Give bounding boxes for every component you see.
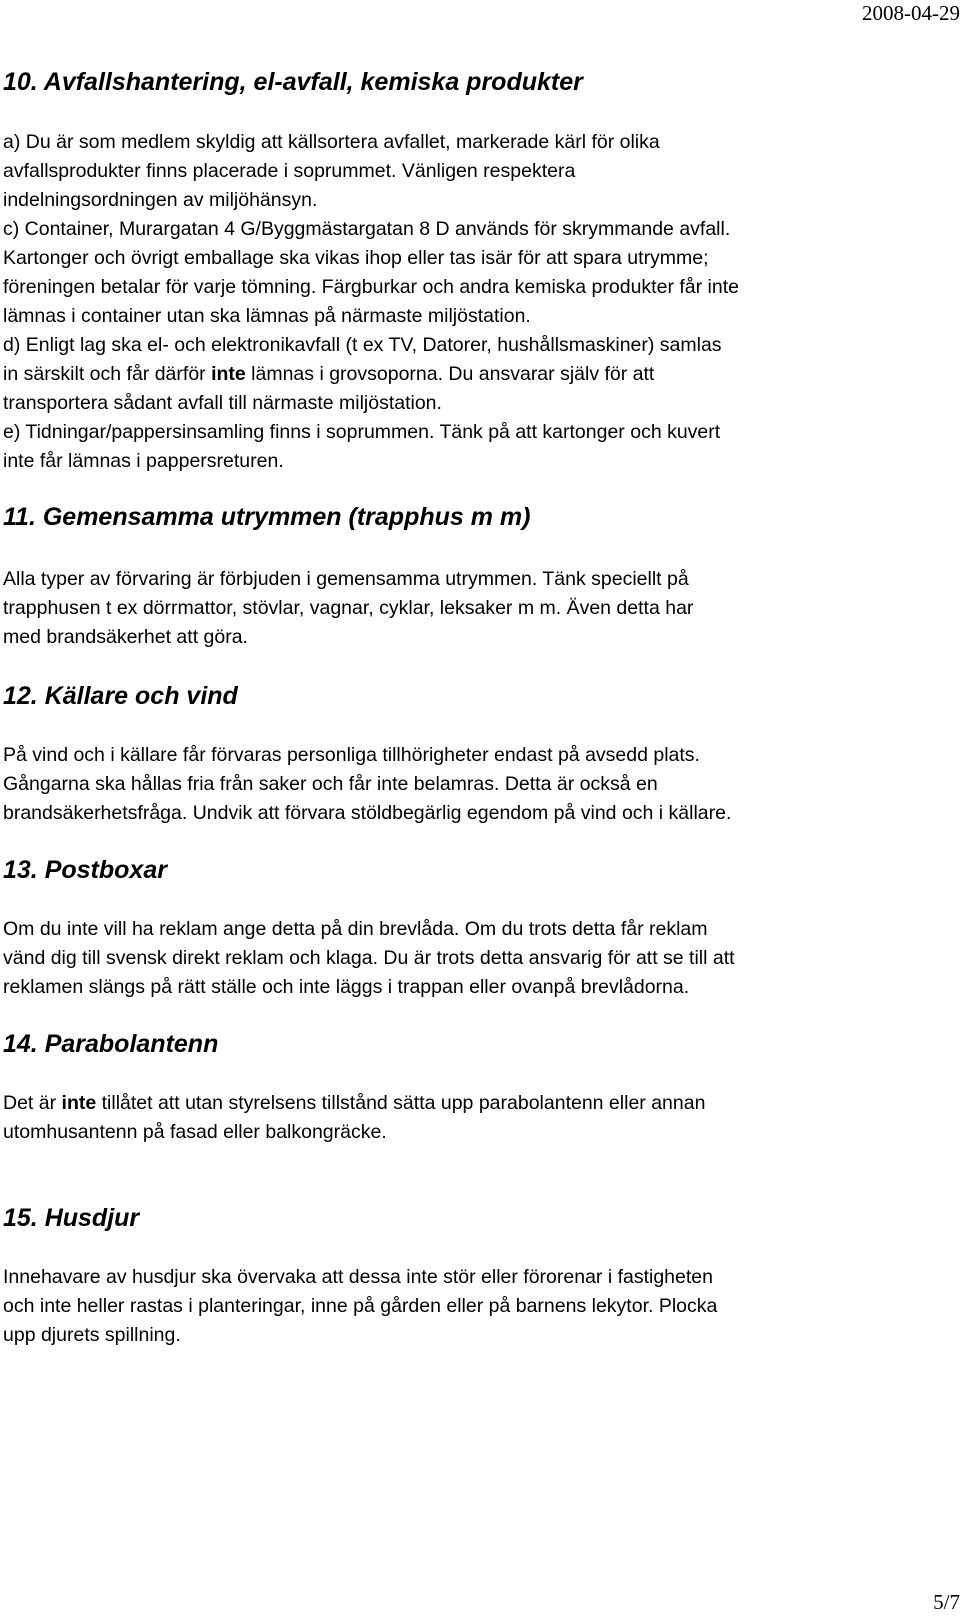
text-line: c) Container, Murargatan 4 G/Byggmästargatan 8 D används för skrymmande avfall.: [3, 218, 731, 240]
text-line: Alla typer av förvaring är förbjuden i gemensamma utrymmen. Tänk speciellt på: [3, 568, 689, 590]
text-line: avfallsprodukter finns placerade i soprummet. Vänligen respektera: [3, 160, 576, 182]
section-10-body: [3, 128, 958, 476]
text-line: inte får lämnas i pappersreturen.: [3, 450, 284, 472]
text-line: Innehavare av husdjur ska övervaka att dessa inte stör eller förorenar i fastigheten: [3, 1266, 713, 1288]
text-line: transportera sådant avfall till närmaste miljöstation.: [3, 392, 442, 414]
text-segment: tillåtet att utan styrelsens tillstånd sätta upp parabolantenn eller annan: [96, 1092, 706, 1114]
text-line: utomhusantenn på fasad eller balkongräcke.: [3, 1121, 387, 1143]
text-line: trapphusen t ex dörrmattor, stövlar, vagnar, cyklar, leksaker m m. Även detta har: [3, 597, 694, 619]
text-line: med brandsäkerhet att göra.: [3, 626, 248, 648]
section-15-body: [3, 1263, 958, 1350]
text-line: d) Enligt lag ska el- och elektronikavfall (t ex TV, Datorer, hushållsmaskiner) samlas: [3, 334, 722, 356]
text-line: [3, 1089, 958, 1118]
text-line: upp djurets spillning.: [3, 1324, 181, 1346]
text-line: Om du inte vill ha reklam ange detta på din brevlåda. Om du trots detta får reklam: [3, 918, 708, 940]
text-segment: lämnas i grovsoporna. Du ansvarar själv för att: [245, 363, 655, 385]
text-line: indelningsordningen av miljöhänsyn.: [3, 189, 318, 211]
text-segment: Det är: [3, 1092, 62, 1114]
section-14-body: [3, 1089, 958, 1147]
text-line: e) Tidningar/pappersinsamling finns i soprummen. Tänk på att kartonger och kuvert: [3, 421, 721, 443]
document-date: 2008-04-29: [862, 1, 960, 25]
text-line: Kartonger och övrigt emballage ska vikas ihop eller tas isär för att spara utrymme;: [3, 247, 709, 269]
page-number: 5/7: [933, 1590, 960, 1614]
text-line: föreningen betalar för varje tömning. Färgburkar och andra kemiska produkter får inte: [3, 276, 739, 298]
text-line: lämnas i container utan ska lämnas på närmaste miljöstation.: [3, 305, 531, 327]
text-segment: in särskilt och får därför: [3, 363, 212, 385]
heading-section-11: 11. Gemensamma utrymmen (trapphus m m): [3, 503, 531, 531]
section-11-body: [3, 565, 958, 652]
text-line: På vind och i källare får förvaras personliga tillhörigheter endast på avsedd plats.: [3, 744, 700, 766]
text-line: Gångarna ska hållas fria från saker och får inte belamras. Detta är också en: [3, 773, 658, 795]
text-line: och inte heller rastas i planteringar, inne på gården eller på barnens lekytor. Plocka: [3, 1295, 718, 1317]
section-12-body: [3, 741, 958, 828]
heading-section-10: 10. Avfallshantering, el-avfall, kemiska produkter: [3, 68, 583, 96]
text-line: a) Du är som medlem skyldig att källsortera avfallet, markerade kärl för olika: [3, 131, 660, 153]
heading-section-13: 13. Postboxar: [3, 856, 167, 884]
bold-emphasis: inte: [61, 1092, 97, 1114]
text-line: brandsäkerhetsfråga. Undvik att förvara stöldbegärlig egendom på vind och i källare.: [3, 802, 732, 824]
heading-section-12: 12. Källare och vind: [3, 682, 238, 710]
text-line: vänd dig till svensk direkt reklam och klaga. Du är trots detta ansvarig för att se till att: [3, 947, 735, 969]
bold-emphasis: inte: [211, 363, 246, 385]
heading-section-15: 15. Husdjur: [3, 1204, 140, 1232]
text-line: reklamen slängs på rätt ställe och inte läggs i trappan eller ovanpå brevlådorna.: [3, 976, 690, 998]
heading-section-14: 14. Parabolantenn: [3, 1030, 219, 1058]
section-13-body: [3, 915, 958, 1002]
text-line: [3, 360, 958, 389]
